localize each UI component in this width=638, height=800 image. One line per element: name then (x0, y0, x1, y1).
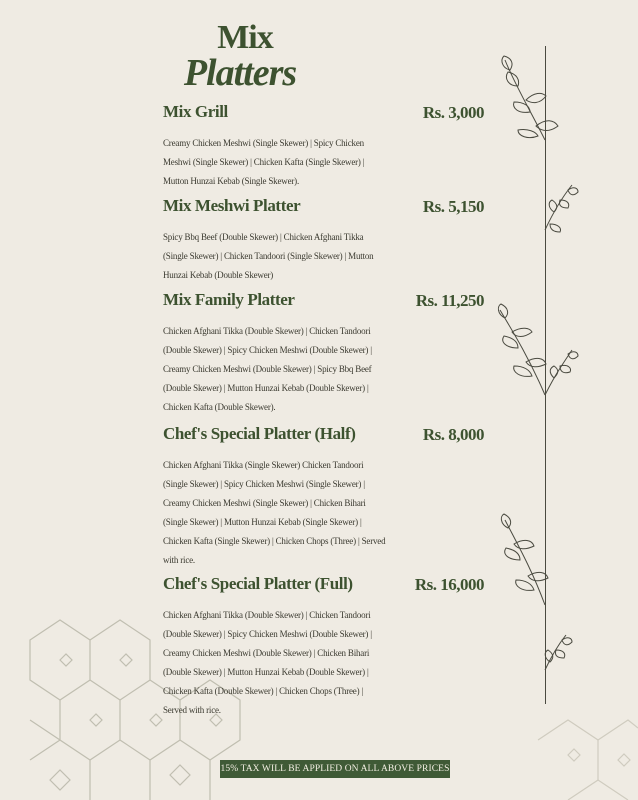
menu-item-description: Chicken Afghani Tikka (Double Skewer) | Chicken Tandoori (Double Skewer) | Spicy Chicken Meshwi (Double Skewer) | Creamy Chicken Meshwi (Double Skewer) | Chicken Bihari (Double Skewer) | Mutton Hunzai Kebab (Double Skewer) | Chicken Kafta (Double Skewer) | Chicken Chops (Three) | Served with rice. (163, 610, 372, 715)
page-title (165, 19, 325, 94)
menu-item-name: Chef's Special Platter (Full) (163, 574, 353, 593)
menu-item-price: Rs. 5,150 (422, 197, 484, 216)
menu-item-price: Rs. 11,250 (415, 291, 484, 310)
menu-item (163, 424, 488, 570)
menu-item-description: Chicken Afghani Tikka (Double Skewer) | Chicken Tandoori (Double Skewer) | Spicy Chicken Meshwi (Double Skewer) | Creamy Chicken Meshwi (Double Skewer) | Spicy Bbq Beef (Double Skewer) | Mutton Hunzai Kebab (Double Skewer) | Chicken Kafta (Double Skewer). (163, 326, 372, 412)
menu-item-name: Mix Family Platter (163, 290, 295, 309)
menu-item-price: Rs. 16,000 (414, 575, 484, 594)
menu-item-description: Spicy Bbq Beef (Double Skewer) | Chicken Afghani Tikka (Single Skewer) | Chicken Tandoori (Single Skewer) | Mutton Hunzai Kebab (Double Skewer) (163, 232, 374, 280)
menu-item-description: Chicken Afghani Tikka (Single Skewer) Chicken Tandoori (Single Skewer) | Spicy Chicken Meshwi (Single Skewer) | Creamy Chicken Meshwi (Single Skewer) | Chicken Bihari (Single Skewer) | Mutton Hunzai Kebab (Single Skewer) | Chicken Kafta (Single Skewer) | Chicken Chops (Three) | Served with rice. (163, 460, 386, 565)
menu-item (163, 102, 488, 191)
menu-item (163, 574, 488, 720)
page-title-line1: Mix (217, 19, 273, 56)
menu-item-description: Creamy Chicken Meshwi (Single Skewer) | Spicy Chicken Meshwi (Single Skewer) | Chicken Kafta (Single Skewer) | Mutton Hunzai Kebab (Single Skewer). (163, 138, 365, 186)
page-title-line2: Platters (183, 52, 297, 94)
menu-item (163, 196, 488, 285)
menu-item-name: Chef's Special Platter (Half) (163, 424, 356, 443)
menu-item-name: Mix Meshwi Platter (163, 196, 301, 215)
menu-item-name: Mix Grill (163, 102, 228, 121)
geometric-pattern-right (528, 700, 638, 800)
menu-item-price: Rs. 3,000 (422, 103, 484, 122)
menu-item (163, 290, 488, 417)
tax-notice-banner: 15% TAX WILL BE APPLIED ON ALL ABOVE PRICES (220, 760, 450, 778)
leaf-vine-illustration (490, 50, 590, 710)
menu-item-price: Rs. 8,000 (422, 425, 484, 444)
